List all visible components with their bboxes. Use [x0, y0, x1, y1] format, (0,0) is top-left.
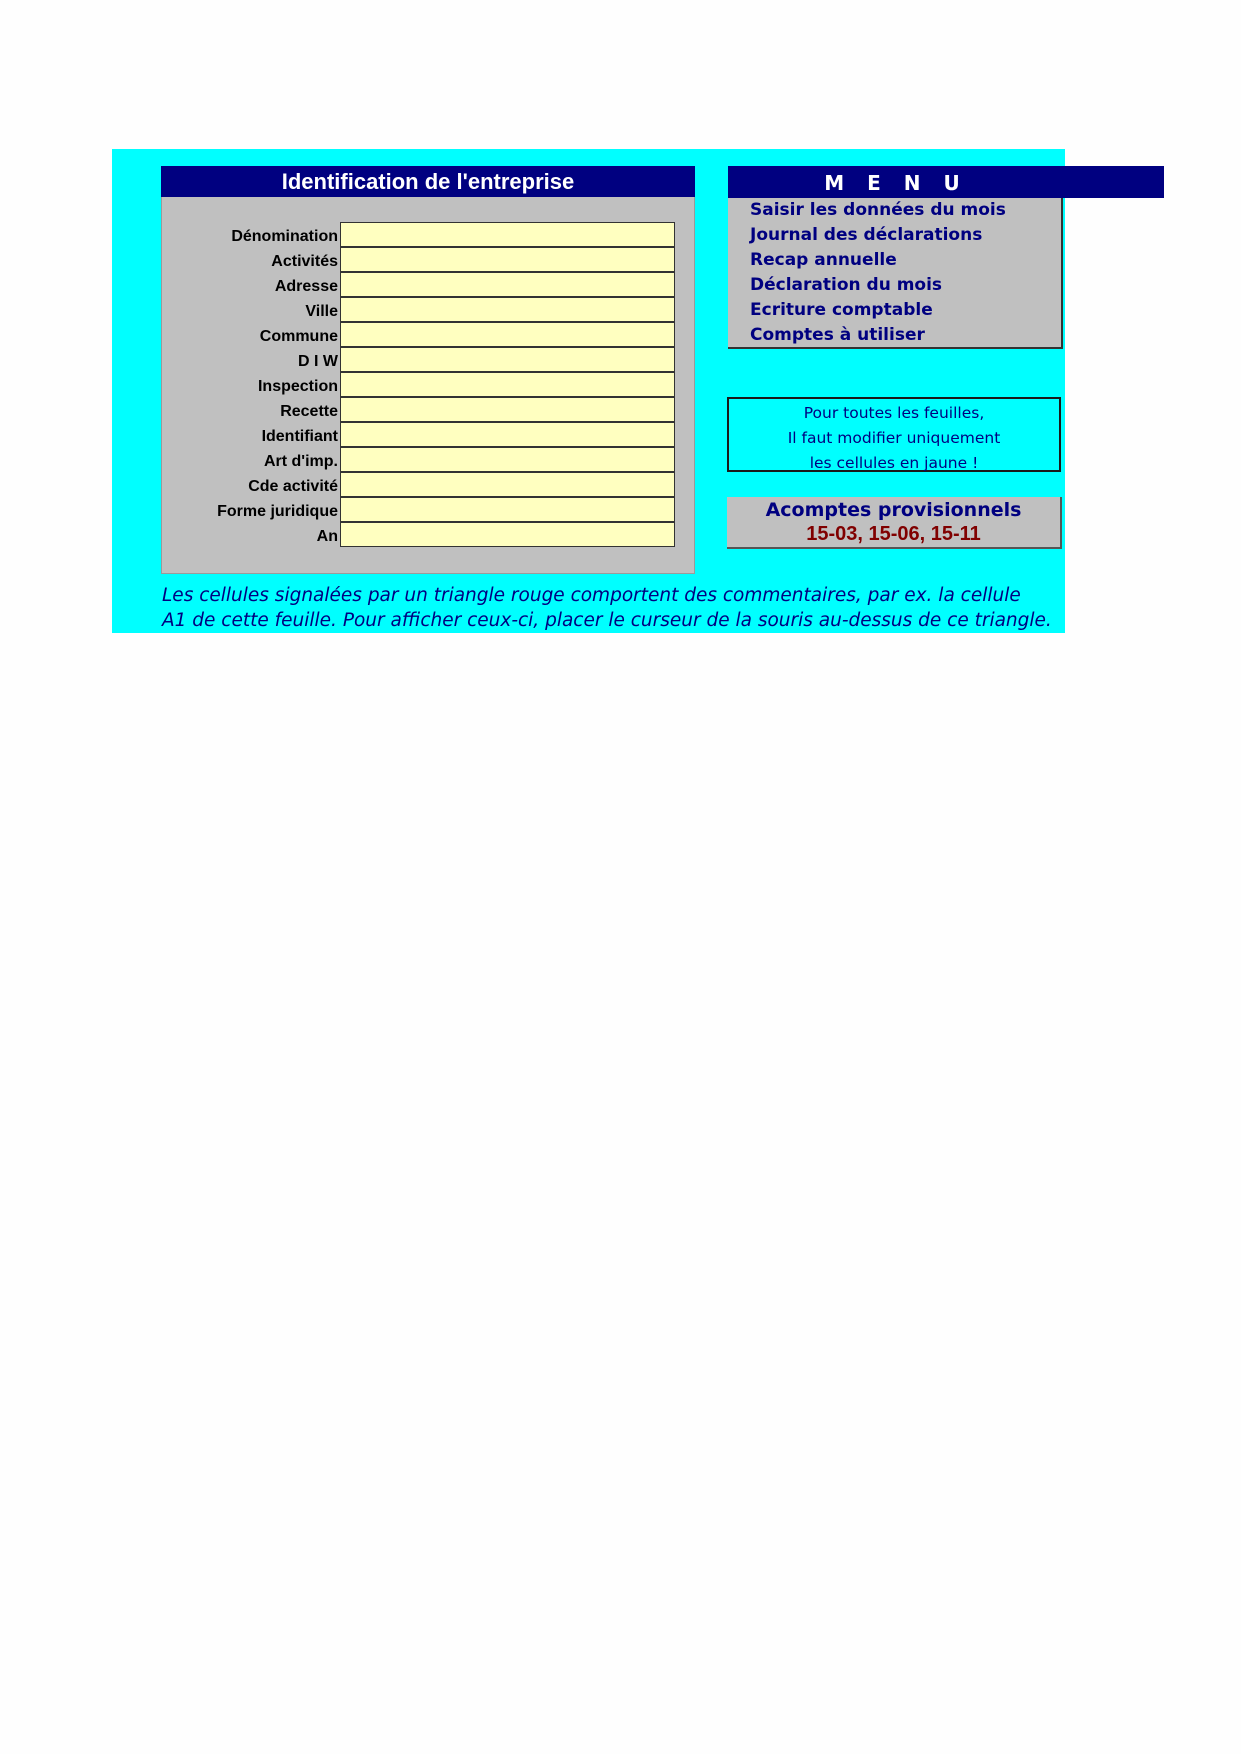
field-label-commune: Commune	[259, 328, 338, 345]
field-row-forme-juridique	[161, 497, 693, 522]
field-label-cde-activite: Cde activité	[248, 478, 338, 495]
field-row-diw	[161, 347, 693, 372]
field-label-inspection: Inspection	[257, 378, 338, 395]
field-row-recette	[161, 397, 693, 422]
menu-item-recap-annuelle[interactable]: Recap annuelle	[750, 250, 897, 270]
field-label-forme-juridique: Forme juridique	[217, 503, 338, 520]
field-row-identifiant	[161, 422, 693, 447]
cde-activite-input[interactable]	[340, 472, 675, 497]
field-label-an: An	[316, 528, 338, 545]
an-input[interactable]	[340, 522, 675, 547]
acomptes-box	[727, 497, 1062, 549]
field-label-ville: Ville	[305, 303, 338, 320]
menu-title: M E N U	[824, 171, 968, 195]
field-label-adresse: Adresse	[274, 278, 338, 295]
comment-note-line: Les cellules signalées par un triangle rouge comportent des commentaires, par ex. la cellule	[162, 585, 1021, 606]
notice-line: Il faut modifier uniquement	[787, 429, 1001, 447]
field-label-recette: Recette	[280, 403, 338, 420]
field-row-commune	[161, 322, 693, 347]
forme-juridique-input[interactable]	[340, 497, 675, 522]
field-row-an	[161, 522, 693, 547]
notice-box	[727, 397, 1061, 472]
adresse-input[interactable]	[340, 272, 675, 297]
acomptes-dates: 15-03, 15-06, 15-11	[806, 523, 981, 545]
menu-item-declaration-mois[interactable]: Déclaration du mois	[750, 275, 943, 295]
acomptes-title: Acomptes provisionnels	[765, 499, 1022, 521]
field-row-art-imp	[161, 447, 693, 472]
diw-input[interactable]	[340, 347, 675, 372]
field-label-activites: Activités	[271, 253, 338, 270]
field-row-denomination	[161, 222, 693, 247]
identifiant-input[interactable]	[340, 422, 675, 447]
field-row-adresse	[161, 272, 693, 297]
menu-header	[728, 166, 1164, 198]
menu-item-journal-declarations[interactable]: Journal des déclarations	[750, 225, 983, 245]
notice-line: les cellules en jaune !	[809, 454, 979, 472]
identification-title: Identification de l'entreprise	[161, 166, 695, 197]
field-label-denomination: Dénomination	[231, 228, 338, 245]
field-label-art-imp: Art d'imp.	[263, 453, 338, 470]
field-row-ville	[161, 297, 693, 322]
comment-note-line: A1 de cette feuille. Pour afficher ceux-ci, placer le curseur de la souris au-dessus de ce triangle.	[162, 610, 1052, 631]
art-imp-input[interactable]	[340, 447, 675, 472]
field-row-cde-activite	[161, 472, 693, 497]
menu-item-comptes-utiliser[interactable]: Comptes à utiliser	[750, 325, 925, 345]
commune-input[interactable]	[340, 322, 675, 347]
field-label-diw: D I W	[298, 353, 338, 370]
activites-input[interactable]	[340, 247, 675, 272]
menu-item-saisir-donnees[interactable]: Saisir les données du mois	[750, 200, 1006, 220]
recette-input[interactable]	[340, 397, 675, 422]
field-row-activites	[161, 247, 693, 272]
menu-item-ecriture-comptable[interactable]: Ecriture comptable	[750, 300, 933, 320]
inspection-input[interactable]	[340, 372, 675, 397]
notice-line: Pour toutes les feuilles,	[803, 404, 985, 422]
denomination-input[interactable]	[340, 222, 675, 247]
ville-input[interactable]	[340, 297, 675, 322]
field-label-identifiant: Identifiant	[261, 428, 338, 445]
field-row-inspection	[161, 372, 693, 397]
